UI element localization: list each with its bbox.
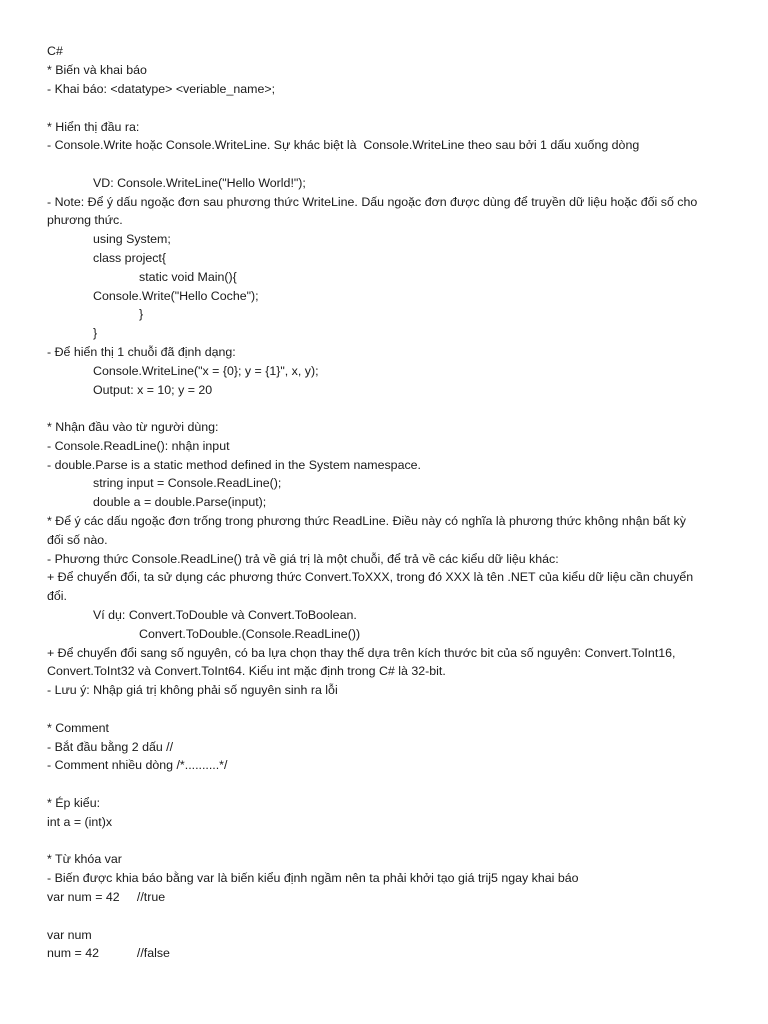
doc-line: phương thức. bbox=[47, 213, 123, 227]
doc-line: đối số nào. bbox=[47, 533, 108, 547]
doc-line: - Khai báo: <datatype> <veriable_name>; bbox=[47, 82, 276, 96]
doc-line: Ví dụ: Convert.ToDouble và Convert.ToBoolean. bbox=[93, 608, 357, 622]
doc-line: static void Main(){ bbox=[139, 270, 237, 284]
doc-line: C# bbox=[47, 44, 63, 58]
doc-line: var num bbox=[47, 928, 92, 942]
doc-line: int a = (int)x bbox=[47, 815, 113, 829]
doc-line: Console.Write("Hello Coche"); bbox=[93, 289, 259, 303]
doc-line: - Console.Write hoặc Console.WriteLine. Sự khác biệt là Console.WriteLine theo sau bởi 1 dấu xuống dòng bbox=[47, 138, 640, 152]
doc-line: Convert.ToInt32 và Convert.ToInt64. Kiểu int mặc định trong C# là 32-bit. bbox=[47, 664, 446, 678]
doc-line: class project{ bbox=[93, 251, 167, 265]
doc-line: - Để hiển thị 1 chuỗi đã định dạng: bbox=[47, 345, 236, 359]
doc-line: - Lưu ý: Nhập giá trị không phải số nguyên sinh ra lỗi bbox=[47, 683, 338, 697]
doc-line: } bbox=[139, 307, 144, 321]
doc-line: using System; bbox=[93, 232, 171, 246]
doc-line: * Ép kiểu: bbox=[47, 796, 101, 810]
doc-line: string input = Console.ReadLine(); bbox=[93, 476, 282, 490]
doc-line: * Hiển thị đầu ra: bbox=[47, 120, 140, 134]
doc-line: - double.Parse is a static method defined in the System namespace. bbox=[47, 458, 421, 472]
doc-line: - Console.ReadLine(): nhận input bbox=[47, 439, 230, 453]
doc-line: Convert.ToDouble.(Console.ReadLine()) bbox=[139, 627, 361, 641]
doc-line: num = 42 //false bbox=[47, 946, 170, 960]
doc-line: * Từ khóa var bbox=[47, 852, 122, 866]
doc-line: double a = double.Parse(input); bbox=[93, 495, 267, 509]
doc-line: var num = 42 //true bbox=[47, 890, 166, 904]
doc-line: * Comment bbox=[47, 721, 109, 735]
doc-line: } bbox=[93, 326, 98, 340]
doc-line: - Note: Để ý dấu ngoặc đơn sau phương thức WriteLine. Dấu ngoặc đơn được dùng để truyền dữ liệu hoặc đối số cho bbox=[47, 195, 698, 209]
doc-line: * Để ý các dấu ngoặc đơn trống trong phương thức ReadLine. Điều này có nghĩa là phương thức không nhận bất kỳ bbox=[47, 514, 686, 528]
doc-line: - Phương thức Console.ReadLine() trả về giá trị là một chuỗi, để trả về các kiểu dữ liệu khác: bbox=[47, 552, 559, 566]
doc-line: + Để chuyển đổi, ta sử dụng các phương thức Convert.ToXXX, trong đó XXX là tên .NET của kiểu dữ liệu cần chuyển bbox=[47, 570, 694, 584]
doc-line: Output: x = 10; y = 20 bbox=[93, 383, 213, 397]
doc-line: VD: Console.WriteLine("Hello World!"); bbox=[93, 176, 306, 190]
doc-line: - Bắt đầu bằng 2 dấu // bbox=[47, 740, 174, 754]
doc-line: Console.WriteLine("x = {0}; y = {1}", x, y); bbox=[93, 364, 319, 378]
doc-line: - Comment nhiều dòng /*..........*/ bbox=[47, 758, 228, 772]
doc-line: - Biến được khia báo bằng var là biến kiểu định ngầm nên ta phải khởi tạo giá trij5 ngay khai báo bbox=[47, 871, 579, 885]
doc-line: * Biến và khai báo bbox=[47, 63, 147, 77]
doc-line: đổi. bbox=[47, 589, 67, 603]
doc-line: + Để chuyển đổi sang số nguyên, có ba lựa chọn thay thế dựa trên kích thước bit của số nguyên: Convert.ToInt16, bbox=[47, 646, 676, 660]
doc-line: * Nhận đầu vào từ người dùng: bbox=[47, 420, 219, 434]
